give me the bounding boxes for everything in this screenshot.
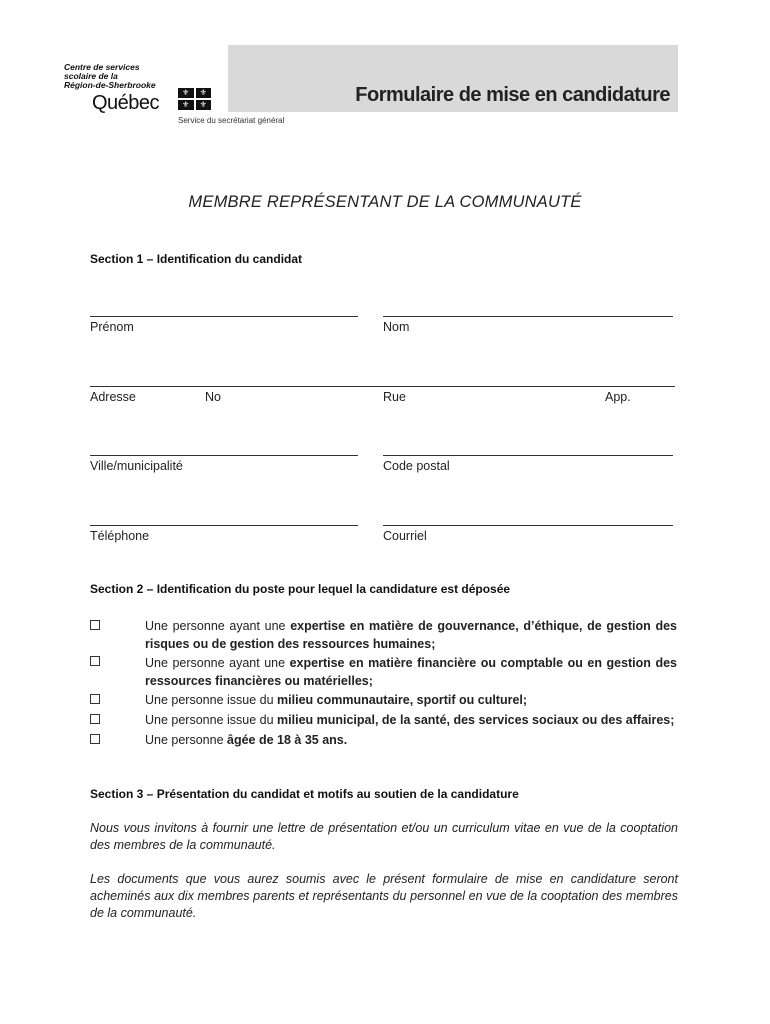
checkbox-option-2[interactable] — [90, 656, 100, 666]
option-5-label: Une personne âgée de 18 à 35 ans. — [145, 733, 348, 747]
nom-field[interactable] — [383, 316, 673, 317]
telephone-field[interactable] — [90, 525, 358, 526]
prenom-field[interactable] — [90, 316, 358, 317]
documents-paragraph: Les documents que vous aurez soumis avec le présent formulaire de mise en candidature seront acheminés aux dix membres parents et représentants du personnel en vue de la cooptation des membres de la communauté. — [90, 872, 678, 920]
org-name-line-3: Région-de-Sherbrooke — [64, 80, 156, 90]
rue-label: Rue — [383, 390, 406, 404]
checkbox-option-5[interactable] — [90, 734, 100, 744]
courriel-label: Courriel — [383, 529, 427, 543]
section-2-heading: Section 2 – Identification du poste pour lequel la candidature est déposée — [90, 582, 511, 596]
fleur-de-lis-icon: ⚜ — [178, 88, 194, 98]
numero-label: No — [205, 390, 221, 404]
invitation-paragraph: Nous vous invitons à fournir une lettre de présentation et/ou un curriculum vitae en vue de la cooptation des membres de la communauté. — [90, 821, 678, 852]
option-3-label: Une personne issue du milieu communautaire, sportif ou culturel; — [145, 693, 528, 707]
section-3-heading: Section 3 – Présentation du candidat et motifs au soutien de la candidature — [90, 787, 519, 801]
nom-label: Nom — [383, 320, 410, 334]
service-label: Service du secrétariat général — [178, 116, 285, 125]
document-title: MEMBRE REPRÉSENTANT DE LA COMMUNAUTÉ — [188, 193, 582, 211]
fleur-de-lis-icon: ⚜ — [196, 100, 212, 110]
code-postal-label: Code postal — [383, 459, 450, 473]
checkbox-option-1[interactable] — [90, 620, 100, 630]
option-2-label: Une personne ayant une expertise en matière financière ou comptable ou en gestion des ressources financières ou matérielles; — [145, 656, 677, 688]
ville-label: Ville/municipalité — [90, 459, 183, 473]
section-1-heading: Section 1 – Identification du candidat — [90, 252, 303, 266]
org-name-line-2: scolaire de la — [64, 71, 118, 81]
app-label: App. — [605, 390, 631, 404]
option-4-label: Une personne issue du milieu municipal, de la santé, des services sociaux ou des affaires; — [145, 713, 675, 727]
checkbox-option-3[interactable] — [90, 694, 100, 704]
checkbox-option-4[interactable] — [90, 714, 100, 724]
quebec-flag-icon — [178, 88, 211, 110]
fleur-de-lis-icon: ⚜ — [196, 88, 212, 98]
adresse-field[interactable] — [90, 386, 675, 387]
telephone-label: Téléphone — [90, 529, 150, 543]
fleur-de-lis-icon: ⚜ — [178, 100, 194, 110]
courriel-field[interactable] — [383, 525, 673, 526]
option-1-label: Une personne ayant une expertise en matière de gouvernance, d’éthique, de gestion des risques ou de gestion des ressources humaines; — [145, 619, 677, 651]
adresse-label: Adresse — [90, 390, 136, 404]
org-name-line-1: Centre de services — [64, 62, 140, 72]
prenom-label: Prénom — [90, 320, 134, 334]
quebec-logo-text: Québec — [92, 92, 160, 114]
ville-field[interactable] — [90, 455, 358, 456]
code-postal-field[interactable] — [383, 455, 673, 456]
form-title: Formulaire de mise en candidature — [355, 84, 670, 106]
